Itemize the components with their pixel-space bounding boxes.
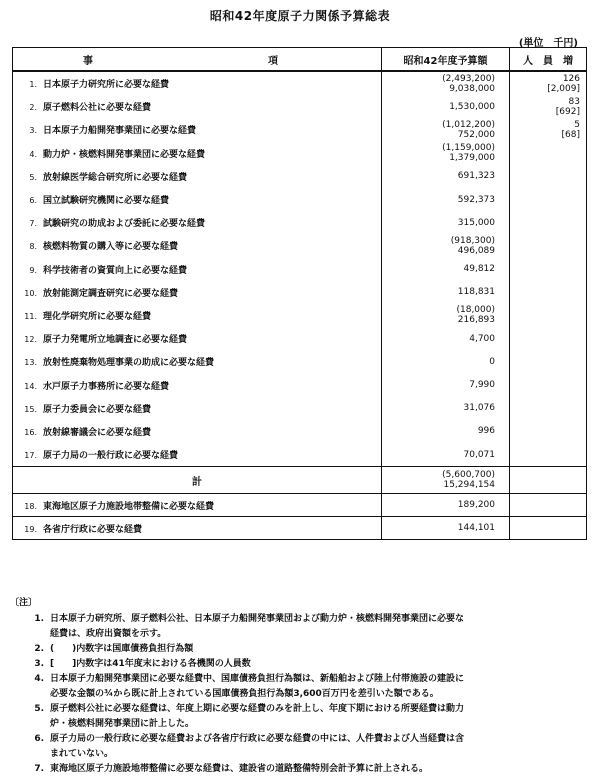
- item-cell: [13, 258, 382, 281]
- budget-amount-top: (1,159,000): [442, 143, 495, 154]
- item-name: 各省庁行政に必要な経費: [43, 524, 143, 535]
- item-cell: [13, 397, 382, 420]
- budget-amount: [382, 305, 495, 325]
- staff-count: [510, 74, 580, 94]
- budget-amount: [382, 426, 495, 436]
- staff-count-top: 83: [568, 96, 580, 107]
- item-name: 理化学研究所に必要な経費: [43, 311, 152, 322]
- item-number: 1.: [29, 80, 37, 90]
- item-cell: [13, 517, 382, 540]
- budget-amount: [382, 102, 495, 112]
- budget-cell: [382, 373, 510, 396]
- budget-amount-top: (18,000): [456, 305, 495, 316]
- item-number: 14.: [24, 381, 37, 391]
- budget-cell: [382, 258, 510, 281]
- item-name: 原子力委員会に必要な経費: [43, 404, 152, 415]
- note-item: [10, 762, 590, 777]
- budget-cell: [382, 188, 510, 211]
- budget-amount: [382, 264, 495, 274]
- item-number: 5.: [29, 172, 37, 182]
- budget-cell: [382, 234, 510, 257]
- item-name: 放射線医学総合研究所に必要な経費: [43, 172, 188, 183]
- item-name: 試験研究の助成および委託に必要な経費: [43, 219, 206, 230]
- budget-amount: [382, 74, 495, 94]
- budget-amount: [382, 403, 495, 413]
- staff-cell: [510, 327, 587, 350]
- item-cell: [13, 234, 382, 257]
- budget-cell: [382, 443, 510, 467]
- note-line: 原子力局の一般行政に必要な経費および各省庁行政に必要な経費の中には、人件費および人当経費は含: [50, 734, 465, 744]
- table-row: [13, 211, 587, 234]
- budget-amount: [382, 171, 495, 181]
- item-name: 東海地区原子力施設地帯整備に必要な経費: [43, 501, 215, 512]
- budget-amount-bottom: 1,379,000: [449, 153, 495, 164]
- budget-cell: [382, 211, 510, 234]
- budget-amount-bottom: 118,831: [457, 287, 495, 298]
- item-name: 水戸原子力事務所に必要な経費: [43, 381, 170, 392]
- item-number: 2.: [29, 103, 37, 113]
- item-name: 原子燃料公社に必要な経費: [43, 103, 152, 114]
- header-budget: 昭和42年度予算額: [382, 48, 510, 72]
- budget-amount-top: (1,012,200): [442, 119, 495, 130]
- budget-amount-bottom: 31,076: [463, 403, 495, 414]
- item-name: 原子力局の一般行政に必要な経費: [43, 451, 179, 462]
- staff-cell: [510, 234, 587, 257]
- note-text: [50, 657, 590, 672]
- budget-amount-bottom: 592,373: [457, 194, 495, 205]
- item-name: 放射線審議会に必要な経費: [43, 427, 152, 438]
- note-line: 日本原子力研究所、原子燃料公社、日本原子力船開発事業団および動力炉・核燃料開発事業団に必要な: [50, 614, 465, 624]
- note-item: [10, 732, 590, 762]
- staff-cell: [510, 142, 587, 165]
- item-number: 4.: [29, 149, 37, 159]
- note-line: 経費は、政府出資額を示す。: [50, 629, 167, 639]
- note-text: [50, 672, 590, 702]
- item-cell: [13, 211, 382, 234]
- extra-row: [13, 517, 587, 540]
- staff-cell: [510, 71, 587, 95]
- table-row: [13, 327, 587, 350]
- budget-cell: [382, 165, 510, 188]
- staff-cell: [510, 118, 587, 141]
- notes-section: [10, 596, 590, 777]
- table-row: [13, 420, 587, 443]
- staff-cell: [510, 494, 587, 517]
- budget-cell: [382, 350, 510, 373]
- budget-amount: [382, 236, 495, 256]
- note-number: 2.: [34, 644, 44, 654]
- budget-amount-top: (918,300): [450, 235, 495, 246]
- item-cell: [13, 95, 382, 118]
- item-name: 核燃料物質の購入等に必要な経費: [43, 242, 179, 253]
- budget-amount-bottom: 70,071: [463, 449, 495, 460]
- staff-count-bottom: [2,009]: [547, 83, 580, 94]
- staff-count-top: 5: [574, 119, 580, 130]
- table-row: [13, 350, 587, 373]
- item-name: 放射能測定調査研究に必要な経費: [43, 288, 179, 299]
- budget-cell: [382, 304, 510, 327]
- item-cell: [13, 142, 382, 165]
- table-row: [13, 258, 587, 281]
- item-cell: [13, 165, 382, 188]
- budget-amount-top: (2,493,200): [442, 73, 495, 84]
- budget-amount: [382, 120, 495, 140]
- item-number: 9.: [29, 265, 37, 275]
- budget-amount-bottom: 691,323: [457, 171, 495, 182]
- total-amount-value: [382, 470, 495, 490]
- budget-amount-bottom: 7,990: [469, 380, 495, 391]
- item-number: 17.: [24, 451, 37, 461]
- table-row: [13, 188, 587, 211]
- note-line: 必要な金額の¾から既に計上されている国庫債務負担行為額3,600百万円を差引いた額である。: [50, 689, 439, 699]
- note-text: [50, 762, 590, 777]
- note-number: 3.: [34, 659, 44, 669]
- item-cell: [13, 188, 382, 211]
- budget-amount: [382, 380, 495, 390]
- budget-amount: [382, 218, 495, 228]
- table-row: [13, 95, 587, 118]
- item-number: 6.: [29, 196, 37, 206]
- budget-cell: 189,200: [382, 494, 510, 517]
- note-number: 6.: [34, 734, 44, 744]
- note-line: 日本原子力船開発事業団に必要な経費中、国庫債務負担行為額は、新船舶および陸上付帯施設の建設に: [50, 674, 465, 684]
- unit-label: (単位 千円): [518, 38, 578, 49]
- staff-count: [510, 120, 580, 140]
- total-amount-value-bottom: 15,294,154: [443, 480, 495, 491]
- note-line: ( )内数字は国庫債務負担行為額: [50, 644, 194, 654]
- note-item: [10, 672, 590, 702]
- budget-amount-bottom: 1,530,000: [449, 101, 495, 112]
- item-name: 放射性廃棄物処理事業の助成に必要な経費: [43, 358, 215, 369]
- header-staff: 人 員 増: [510, 48, 587, 72]
- budget-amount-bottom: 752,000: [457, 129, 495, 140]
- staff-cell: [510, 211, 587, 234]
- item-cell: [13, 281, 382, 304]
- staff-count-bottom: [692]: [555, 106, 580, 117]
- item-number: 8.: [29, 242, 37, 252]
- note-number: 5.: [34, 704, 44, 714]
- page-title: 昭和42年度原子力関係予算総表: [209, 9, 391, 23]
- budget-amount: [382, 357, 495, 367]
- budget-amount: [382, 287, 495, 297]
- note-item: [10, 642, 590, 657]
- table-row: [13, 443, 587, 467]
- table-row: [13, 304, 587, 327]
- header-item: 事 項: [13, 48, 382, 72]
- note-text: [50, 732, 590, 762]
- budget-amount-bottom: 49,812: [463, 264, 495, 275]
- staff-count-top: 126: [562, 73, 580, 84]
- item-number: 19.: [24, 524, 37, 534]
- item-cell: [13, 420, 382, 443]
- item-number: 12.: [24, 335, 37, 345]
- budget-cell: [382, 142, 510, 165]
- table-row: [13, 142, 587, 165]
- item-name: 日本原子力研究所に必要な経費: [43, 80, 170, 91]
- table-header-row: [13, 48, 587, 72]
- budget-cell: [382, 118, 510, 141]
- total-amount-value-top: (5,600,700): [442, 470, 495, 481]
- table-row: [13, 373, 587, 396]
- note-line: まれていない。: [50, 749, 114, 759]
- note-item: [10, 657, 590, 672]
- table-row: [13, 71, 587, 95]
- budget-amount-bottom: 0: [489, 356, 495, 367]
- staff-cell: [510, 443, 587, 467]
- staff-cell: [510, 188, 587, 211]
- table-row: [13, 165, 587, 188]
- budget-amount: [382, 143, 495, 163]
- note-number: 4.: [34, 674, 44, 684]
- note-text: [50, 642, 590, 657]
- item-number: 10.: [24, 288, 37, 298]
- extra-row: [13, 494, 587, 517]
- staff-cell: [510, 517, 587, 540]
- notes-heading: 〔注〕: [10, 598, 38, 608]
- total-staff-cell: [510, 467, 587, 494]
- table-row: [13, 234, 587, 257]
- table-row: [13, 118, 587, 141]
- staff-cell: [510, 95, 587, 118]
- note-line: 炉・核燃料開発事業団に計上した。: [50, 719, 195, 729]
- staff-cell: [510, 165, 587, 188]
- budget-cell: [382, 420, 510, 443]
- total-label: 計: [13, 467, 382, 494]
- note-item: [10, 612, 590, 642]
- item-cell: [13, 304, 382, 327]
- staff-count: [510, 97, 580, 117]
- item-number: 13.: [24, 358, 37, 368]
- staff-count-bottom: [68]: [561, 129, 580, 140]
- item-cell: [13, 118, 382, 141]
- budget-amount-bottom: 315,000: [457, 217, 495, 228]
- staff-cell: [510, 350, 587, 373]
- budget-amount-bottom: 4,700: [469, 333, 495, 344]
- item-number: 7.: [29, 219, 37, 229]
- item-cell: [13, 373, 382, 396]
- item-name: 日本原子力船開発事業団に必要な経費: [43, 126, 197, 137]
- budget-cell: [382, 327, 510, 350]
- note-text: [50, 702, 590, 732]
- staff-cell: [510, 304, 587, 327]
- staff-cell: [510, 373, 587, 396]
- table-row: [13, 397, 587, 420]
- budget-amount-bottom: 496,089: [457, 245, 495, 256]
- budget-amount: [382, 450, 495, 460]
- staff-cell: [510, 397, 587, 420]
- item-cell: [13, 327, 382, 350]
- staff-cell: [510, 281, 587, 304]
- item-name: 国立試験研究機関に必要な経費: [43, 196, 170, 207]
- total-amount: [382, 467, 510, 494]
- budget-amount-bottom: 9,038,000: [449, 83, 495, 94]
- note-number: 1.: [34, 614, 44, 624]
- budget-cell: [382, 397, 510, 420]
- budget-amount: [382, 334, 495, 344]
- item-cell: [13, 443, 382, 467]
- item-number: 15.: [24, 404, 37, 414]
- item-number: 3.: [29, 126, 37, 136]
- note-number: 7.: [34, 764, 44, 774]
- item-number: 18.: [24, 501, 37, 511]
- staff-cell: [510, 258, 587, 281]
- item-cell: [13, 71, 382, 95]
- note-line: [ ]内数字は41年度末における各機関の人員数: [50, 659, 251, 669]
- budget-cell: 144,101: [382, 517, 510, 540]
- item-number: 11.: [24, 311, 37, 321]
- budget-cell: [382, 281, 510, 304]
- item-cell: [13, 494, 382, 517]
- note-line: 原子燃料公社に必要な経費は、年度上期に必要な経費のみを計上し、年度下期における所要経費は動力: [50, 704, 465, 714]
- item-number: 16.: [24, 427, 37, 437]
- note-item: [10, 702, 590, 732]
- total-row: [13, 467, 587, 494]
- budget-cell: [382, 71, 510, 95]
- note-line: 東海地区原子力施設地帯整備に必要な経費は、建設省の道路整備特別会計予算に計上される。: [50, 764, 429, 774]
- budget-cell: [382, 95, 510, 118]
- item-name: 原子力発電所立地調査に必要な経費: [43, 335, 188, 346]
- budget-amount: [382, 195, 495, 205]
- note-text: [50, 612, 590, 642]
- item-name: 動力炉・核燃料開発事業団に必要な経費: [43, 149, 206, 160]
- budget-amount-bottom: 996: [477, 426, 495, 437]
- budget-amount-bottom: 216,893: [457, 315, 495, 326]
- item-name: 科学技術者の資質向上に必要な経費: [43, 265, 188, 276]
- item-cell: [13, 350, 382, 373]
- table-row: [13, 281, 587, 304]
- staff-cell: [510, 420, 587, 443]
- budget-table: [12, 47, 587, 540]
